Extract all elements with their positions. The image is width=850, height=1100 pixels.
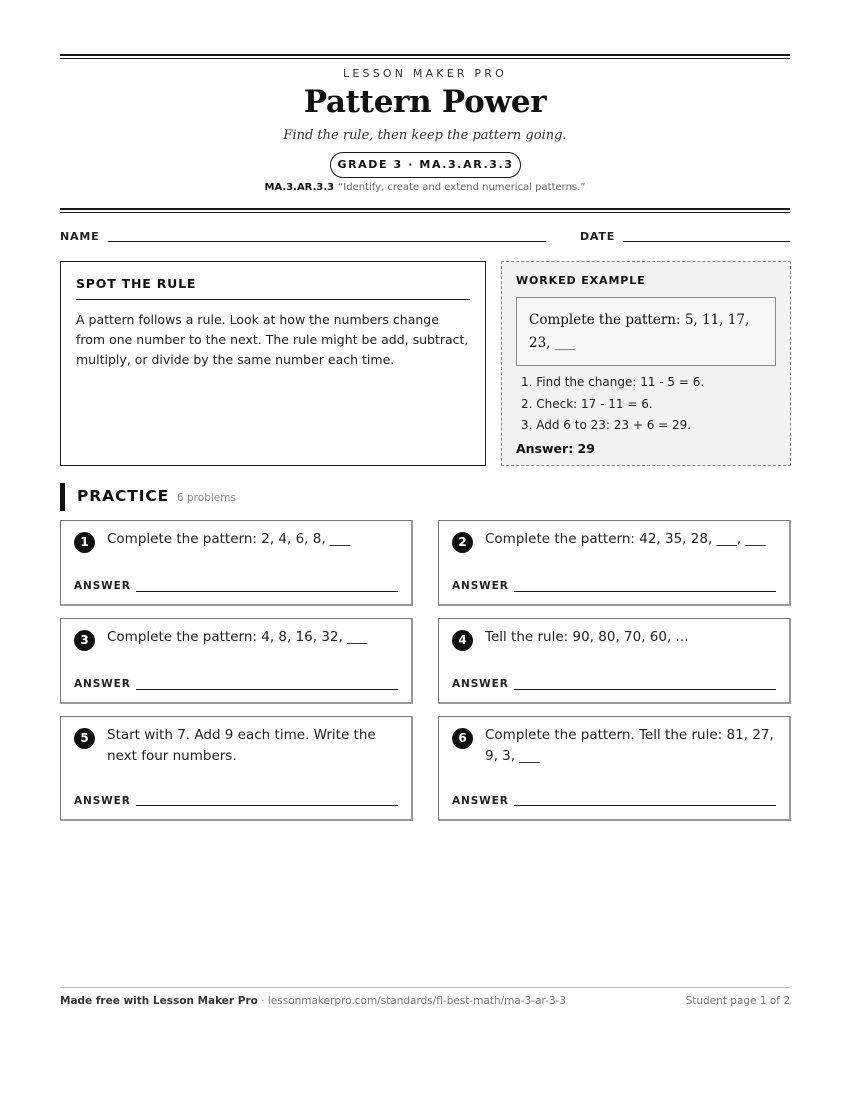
standard-code: MA.3.AR.3.3 <box>264 182 335 193</box>
problem-card-5 <box>60 716 413 821</box>
worked-example-steps <box>516 372 776 437</box>
answer-field[interactable] <box>514 805 776 806</box>
practice-count: 6 problems <box>177 492 236 504</box>
answer-label: ANSWER <box>452 795 509 807</box>
page-title: Pattern Power <box>303 84 547 120</box>
problem-card-2 <box>438 520 791 606</box>
answer-label: ANSWER <box>74 795 131 807</box>
practice-accent-bar <box>60 483 65 511</box>
date-label: DATE <box>580 230 616 243</box>
standard-line <box>0 182 850 193</box>
problem-text: Complete the pattern: 42, 35, 28, ___, ___ <box>485 531 766 547</box>
problem-card-4 <box>438 618 791 704</box>
page-subtitle: Find the rule, then keep the pattern going. <box>283 128 567 143</box>
standard-description: “Identify, create and extend numerical patterns.” <box>338 182 586 193</box>
answer-field[interactable] <box>136 689 398 690</box>
answer-label: ANSWER <box>74 580 131 592</box>
footer-made-with: Made free with Lesson Maker Pro <box>60 995 258 1007</box>
answer-label: ANSWER <box>452 580 509 592</box>
answer-field[interactable] <box>514 591 776 592</box>
top-divider <box>60 54 790 59</box>
problem-number: 4 <box>452 630 473 651</box>
footer-divider <box>60 987 790 988</box>
worked-step: 2. Check: 17 - 11 = 6. <box>521 396 653 411</box>
heading-rule <box>76 299 470 300</box>
worked-example-heading: WORKED EXAMPLE <box>516 274 646 287</box>
spot-the-rule-box <box>60 261 486 466</box>
problem-number: 6 <box>452 728 473 749</box>
answer-field[interactable] <box>136 805 398 806</box>
problem-text: Complete the pattern: 4, 8, 16, 32, ___ <box>107 629 368 645</box>
problem-number: 1 <box>74 532 95 553</box>
practice-heading: PRACTICE <box>77 487 170 505</box>
problem-card-6 <box>438 716 791 821</box>
problem-number: 2 <box>452 532 473 553</box>
worked-example-prompt: Complete the pattern: 5, 11, 17, 23, ___ <box>516 297 776 366</box>
problem-card-3 <box>60 618 413 704</box>
header-divider <box>60 208 790 213</box>
brand-name: LESSON MAKER PRO <box>343 67 507 80</box>
spot-the-rule-text: A pattern follows a rule. Look at how the numbers change from one number to the next. The rule might be add, subtract, multiply, or divide by the same number each time. <box>76 312 469 367</box>
answer-label: ANSWER <box>74 678 131 690</box>
footer-url[interactable]: · lessonmakerpro.com/standards/fl-best-math/ma-3-ar-3-3 <box>257 995 567 1007</box>
name-field[interactable] <box>108 241 546 242</box>
answer-field[interactable] <box>514 689 776 690</box>
date-field[interactable] <box>623 241 790 242</box>
spot-the-rule-heading: SPOT THE RULE <box>76 276 197 291</box>
problem-card-1 <box>60 520 413 606</box>
footer-credit <box>60 995 566 1007</box>
worked-example-answer: Answer: 29 <box>516 440 595 456</box>
problem-text: Tell the rule: 90, 80, 70, 60, ... <box>485 629 689 645</box>
name-label: NAME <box>60 230 100 243</box>
problem-text: Complete the pattern. Tell the rule: 81, 27, 9, 3, ___ <box>485 727 774 764</box>
problem-number: 3 <box>74 630 95 651</box>
worked-step: 1. Find the change: 11 - 5 = 6. <box>521 375 705 389</box>
answer-field[interactable] <box>136 591 398 592</box>
footer-page-number: Student page 1 of 2 <box>685 995 790 1007</box>
answer-label: ANSWER <box>452 678 509 690</box>
problem-text: Start with 7. Add 9 each time. Write the next four numbers. <box>107 727 376 764</box>
problem-text: Complete the pattern: 2, 4, 6, 8, ___ <box>107 531 351 547</box>
grade-badge: GRADE 3 · MA.3.AR.3.3 <box>330 152 521 178</box>
worked-example-box <box>501 261 791 466</box>
worked-step: 3. Add 6 to 23: 23 + 6 = 29. <box>521 418 692 432</box>
problem-number: 5 <box>74 728 95 749</box>
